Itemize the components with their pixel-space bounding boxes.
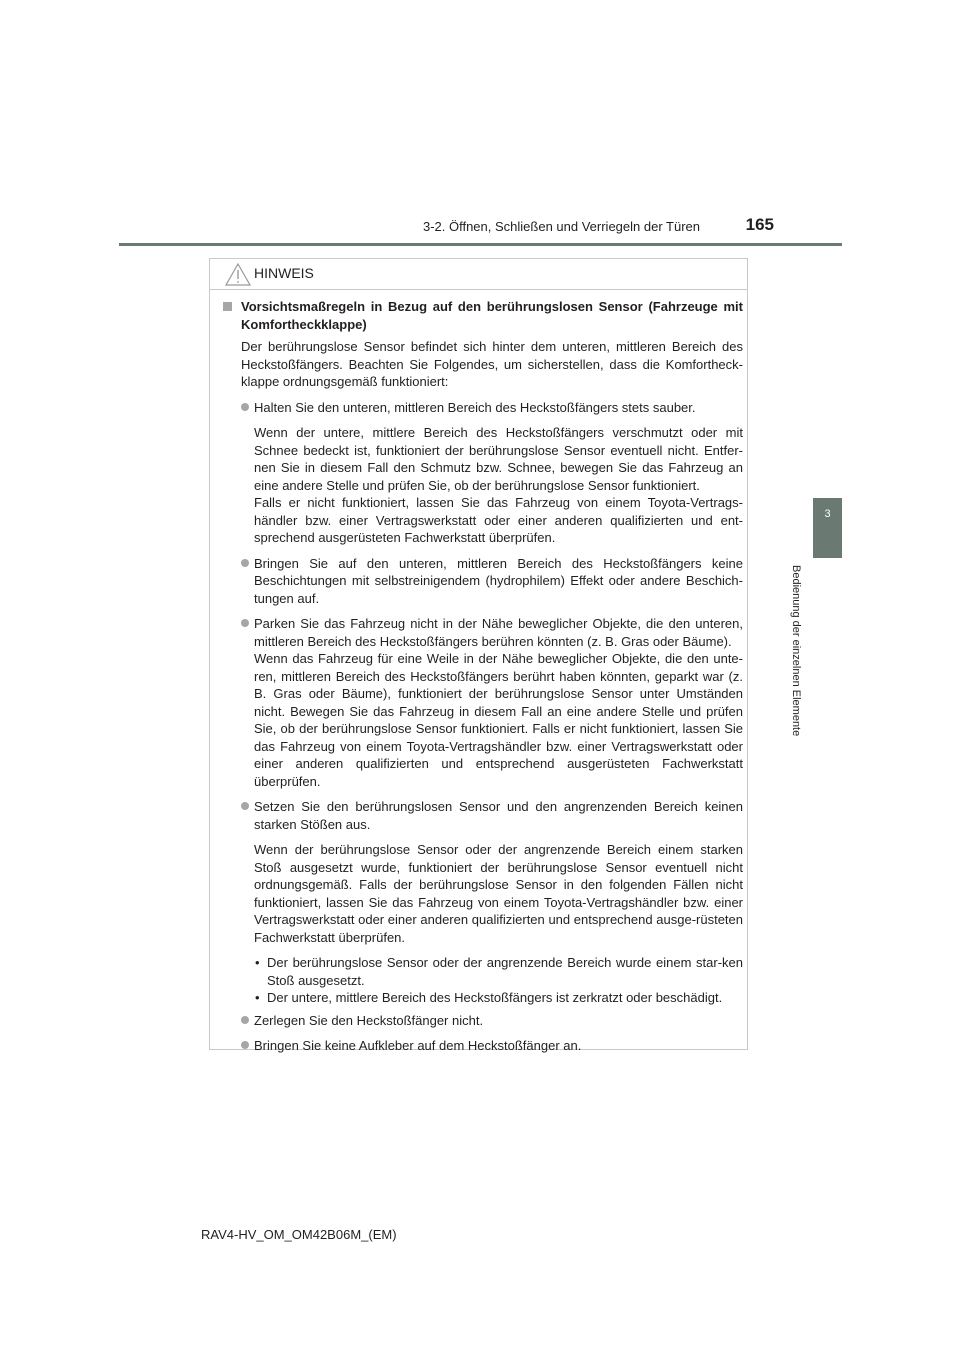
running-header: 3-2. Öffnen, Schließen und Verriegeln der Türen [422, 219, 700, 234]
section-heading [223, 298, 743, 333]
circle-bullet-icon [241, 1016, 249, 1024]
sub-bullet: • [255, 990, 260, 1005]
sub-list-item [223, 989, 743, 1007]
sub-bullet: • [255, 955, 260, 970]
intro-paragraph: Der berührungslose Sensor befindet sich hinter dem unteren, mittleren Bereich des Heckstoßfängers. Beachten Sie Folgendes, um sicherstellen, dass die Komfortheck-klappe ordnungsgemäß funktioniert: [241, 339, 743, 389]
notice-label: HINWEIS [254, 265, 314, 281]
list-item-text: Bringen Sie keine Aufkleber auf dem Heckstoßfänger an. [254, 1038, 582, 1053]
warning-triangle-icon [225, 263, 251, 286]
notice-box [209, 258, 748, 1053]
list-item-text: Zerlegen Sie den Heckstoßfänger nicht. [254, 1012, 484, 1028]
square-bullet-icon [223, 302, 232, 311]
list-item-text: Parken Sie das Fahrzeug nicht in der Nähe beweglicher Objekte, die den unteren, mittleren Bereich des Heckstoßfängers berühren könnten (z. B. Gras oder Bäume). [254, 616, 743, 649]
page-number: 165 [745, 215, 774, 234]
sub-list-item-text: Der berührungslose Sensor oder der angrenzende Bereich wurde einem star-ken Stoß ausgesetzt. [267, 955, 743, 988]
sub-list-item-text: Der untere, mittlere Bereich des Heckstoßfängers ist zerkratzt oder beschädigt. [267, 990, 723, 1005]
list-item-detail: Wenn das Fahrzeug für eine Weile in der Nähe beweglicher Objekte, die den unte-ren, mittleren Bereich des Heckstoßfängers berührt haben könnten, geparkt war (z. B. Gras oder Bäume), funktioniert der berührungslose Sensor unter Umständen nicht. Bewegen Sie das Fahrzeug in diesem Fall an eine andere Stelle und prüfen Sie, ob der berührungslose Sensor funktioniert. Falls er nicht funktioniert, lassen Sie das Fahrzeug von einem Toyota-Vertragshändler bzw. einer Vertragswerkstatt oder einer anderen qualifizierten und entsprechend ausgerüsteten Fachwerkstatt überprüfen. [254, 651, 743, 789]
header-rule [119, 243, 842, 246]
section-heading-text: Vorsichtsmaßregeln in Bezug auf den berührungslosen Sensor (Fahrzeuge mit Komfortheckklappe) [241, 299, 743, 332]
document-code: RAV4-HV_OM_OM42B06M_(EM) [201, 1227, 397, 1242]
list-item [223, 1012, 743, 1030]
list-item [223, 399, 743, 417]
list-item [223, 798, 743, 833]
list-item-detail: Falls er nicht funktioniert, lassen Sie das Fahrzeug von einem Toyota-Vertrags-händler bzw. einer Vertragswerkstatt oder einer anderen qualifizierten und ent-sprechend ausgerüsteten Fachwerkstatt überprüfen. [254, 495, 743, 545]
circle-bullet-icon [241, 619, 249, 627]
sub-list-item [223, 954, 743, 989]
circle-bullet-icon [241, 802, 249, 810]
circle-bullet-icon [241, 403, 249, 411]
chapter-tab [813, 498, 842, 558]
list-item-detail: Wenn der berührungslose Sensor oder der angrenzende Bereich einem starken Stoß ausgesetzt wurde, funktioniert der berührungslose Sensor eventuell nicht ordnungsgemäß. Falls der berührungslose Sensor in den folgenden Fällen nicht funktioniert, lassen Sie das Fahrzeug von einem Toyota-Vertragshändler bzw. einer Vertragswerkstatt oder einer anderen qualifizierten und entsprechend ausge-rüsteten Fachwerkstatt überprüfen. [254, 842, 743, 945]
chapter-label: Bedienung der einzelnen Elemente [790, 565, 802, 737]
list-item [223, 555, 743, 608]
list-item-text: Bringen Sie auf den unteren, mittleren Bereich des Heckstoßfängers keine Beschichtungen mit selbstreinigendem (hydrophilem) Effekt oder andere Beschich-tungen auf. [254, 555, 743, 606]
chapter-number: 3 [824, 508, 831, 520]
list-item-text: Setzen Sie den berührungslosen Sensor und den angrenzenden Bereich keinen starken Stößen aus. [254, 799, 743, 832]
list-item [223, 1037, 743, 1055]
circle-bullet-icon [241, 559, 249, 567]
notice-header [210, 259, 747, 290]
list-item-detail: Wenn der untere, mittlere Bereich des Heckstoßfängers verschmutzt oder mit Schnee bedeckt ist, funktioniert der berührungslose Sensor eventuell nicht. Entfer-nen Sie in diesem Fall den Schmutz bzw. Schnee, bewegen Sie das Fahrzeug an eine andere Stelle und prüfen Sie, ob der berührungslose Sensor funktioniert. [254, 425, 743, 493]
notice-content [223, 298, 743, 1055]
list-item [223, 615, 743, 650]
circle-bullet-icon [241, 1041, 249, 1049]
list-item-text: Halten Sie den unteren, mittleren Bereich des Heckstoßfängers stets sauber. [254, 399, 696, 415]
